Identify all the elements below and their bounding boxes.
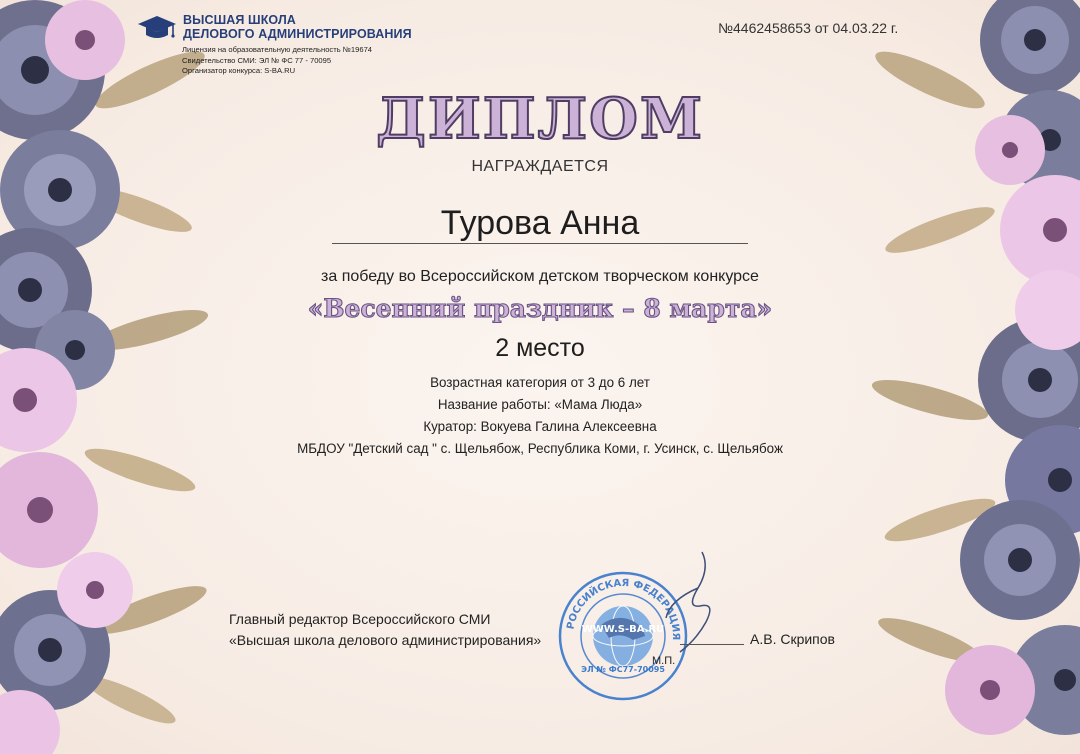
award-reason: за победу во Всероссийском детском творческом конкурсе [321, 268, 759, 285]
stamp-label: М.П. [652, 655, 676, 667]
stamp-ring-text: РОССИЙСКАЯ ФЕДЕРАЦИЯ [565, 577, 682, 641]
institution: МБДОУ "Детский сад " с. Щельябож, Республика Коми, г. Усинск, с. Щельябож [297, 441, 783, 456]
signature [640, 548, 730, 658]
document-number: №4462458653 от 04.03.22 г. [718, 20, 899, 36]
org-name-line1: ВЫСШАЯ ШКОЛА [183, 13, 296, 27]
age-category: Возрастная категория от 3 до 6 лет [430, 375, 650, 390]
org-name [183, 13, 412, 41]
editor-title: Главный редактор Всероссийского СМИ [229, 611, 491, 627]
stamp-reg: ЭЛ № ФС77-70095 [581, 665, 665, 674]
org-certificate: Свидетельство СМИ: ЭЛ № ФС 77 - 70095 [182, 55, 332, 65]
org-logo-block [137, 13, 412, 77]
recipient-underline [332, 243, 748, 244]
graduation-cap-icon [137, 13, 177, 43]
stamp-url: WWW.S-BA.RU [581, 624, 665, 635]
org-license: Лицензия на образовательную деятельность №19674 [182, 45, 373, 54]
signature-line [680, 644, 744, 645]
diploma-title: ДИПЛОМ [376, 86, 704, 152]
org-name-line2: ДЕЛОВОГО АДМИНИСТРИРОВАНИЯ [183, 27, 412, 41]
contest-name: «Весенний праздник – 8 марта» [307, 294, 773, 323]
participant-details [0, 372, 1080, 460]
editor-block [229, 609, 541, 651]
org-details [182, 45, 412, 77]
awarded-label: НАГРАЖДАЕТСЯ [471, 158, 609, 175]
signer-name: А.В. Скрипов [750, 631, 835, 647]
recipient-name: Турова Анна [440, 204, 640, 242]
curator: Куратор: Вокуева Галина Алексеевна [423, 419, 657, 434]
work-title: Название работы: «Мама Люда» [437, 397, 643, 412]
editor-org: «Высшая школа делового администрирования» [229, 632, 542, 648]
org-organizer: Организатор конкурса: S-BA.RU [182, 66, 296, 75]
place-result: 2 место [495, 334, 585, 362]
